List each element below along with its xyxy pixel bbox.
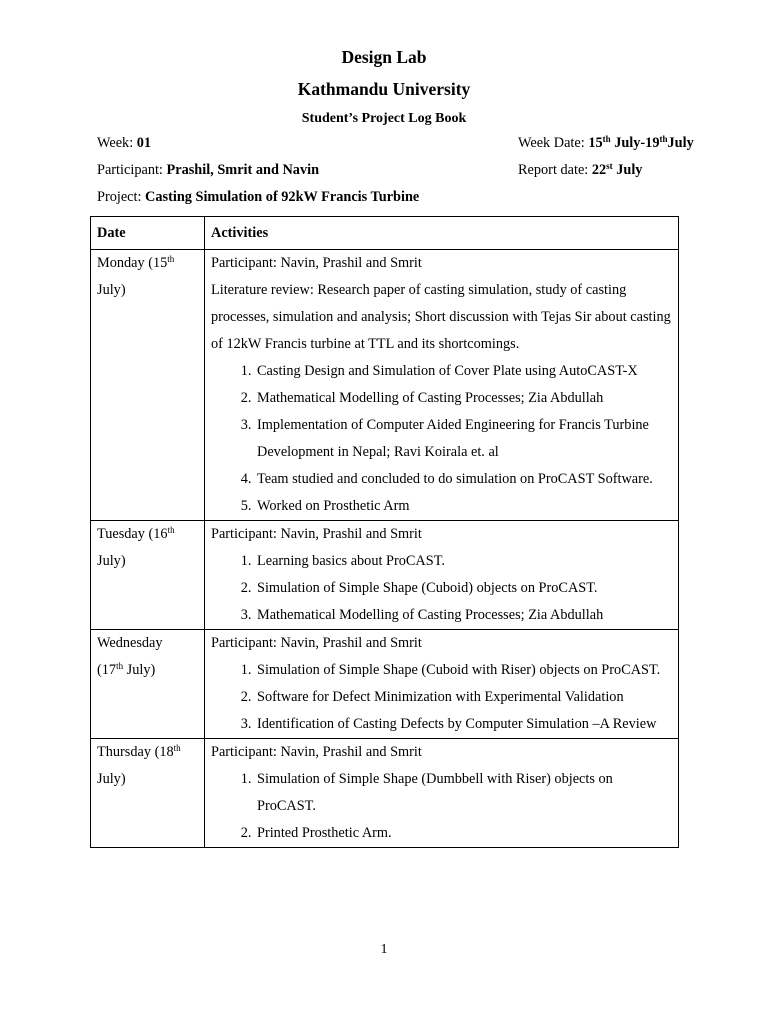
table-row (91, 739, 679, 848)
university-title: Kathmandu University (297, 79, 471, 99)
week-date-label: Week Date: (518, 135, 585, 151)
list-item: 2. Printed Prosthetic Arm. (255, 820, 672, 847)
date-cell: Thursday (18th July) (91, 739, 205, 848)
week-label: Week: (97, 135, 134, 151)
list-item: 1. Learning basics about ProCAST. (255, 548, 672, 575)
report-date-label: Report date: (518, 162, 589, 178)
report-date-line (518, 161, 642, 179)
activities-cell (205, 630, 679, 739)
list-item: 3. Mathematical Modelling of Casting Processes; Zia Abdullah (255, 602, 672, 629)
column-header-activities: Activities (205, 217, 679, 250)
table-header-row (91, 217, 679, 250)
list-item: 1. Simulation of Simple Shape (Dumbbell with Riser) objects on ProCAST. (255, 766, 672, 820)
week-line (97, 134, 151, 152)
report-date-value: 22st July (591, 161, 643, 178)
list-item: 5. Worked on Prosthetic Arm (255, 493, 672, 520)
table-row (91, 521, 679, 630)
list-item: 3. Identification of Casting Defects by Computer Simulation –A Review (255, 711, 672, 738)
date-cell: Wednesday (17th July) (91, 630, 205, 739)
week-date-line (518, 134, 694, 152)
activity-list (211, 358, 672, 520)
column-header-date: Date (91, 217, 205, 250)
project-value: Casting Simulation of 92kW Francis Turbine (145, 189, 420, 205)
list-item: 1. Simulation of Simple Shape (Cuboid with Riser) objects on ProCAST. (255, 657, 672, 684)
table-row (91, 630, 679, 739)
activity-log-table (90, 216, 679, 848)
list-item: 3. Implementation of Computer Aided Engineering for Francis Turbine Development in Nepal; Ravi Koirala et. al (255, 412, 672, 466)
activity-list (211, 548, 672, 629)
activities-cell (205, 250, 679, 521)
list-item: 1. Casting Design and Simulation of Cover Plate using AutoCAST-X (255, 358, 672, 385)
project-line (97, 188, 419, 206)
participants-text: Participant: Navin, Prashil and Smrit (211, 744, 422, 760)
participants-text: Participant: Navin, Prashil and Smrit (211, 526, 422, 542)
activities-cell (205, 521, 679, 630)
participants-text: Participant: Navin, Prashil and Smrit (211, 255, 422, 271)
date-cell: Monday (15th July) (91, 250, 205, 521)
activity-list (211, 657, 672, 738)
participants-text: Participant: Navin, Prashil and Smrit (211, 635, 422, 651)
page-number: 1 (380, 942, 388, 957)
list-item: 4. Team studied and concluded to do simulation on ProCAST Software. (255, 466, 672, 493)
table-row (91, 250, 679, 521)
activity-list (211, 766, 672, 847)
date-cell: Tuesday (16th July) (91, 521, 205, 630)
lab-title: Design Lab (341, 47, 427, 67)
participant-value: Prashil, Smrit and Navin (166, 162, 320, 178)
week-value: 01 (136, 135, 152, 151)
participant-label: Participant: (97, 162, 163, 178)
activities-cell (205, 739, 679, 848)
list-item: 2. Software for Defect Minimization with Experimental Validation (255, 684, 672, 711)
list-item: 2. Mathematical Modelling of Casting Processes; Zia Abdullah (255, 385, 672, 412)
list-item: 2. Simulation of Simple Shape (Cuboid) objects on ProCAST. (255, 575, 672, 602)
project-label: Project: (97, 189, 142, 205)
participant-line (97, 161, 319, 179)
week-date-value: 15th July-19thJuly (588, 134, 694, 151)
document-subtitle: Student’s Project Log Book (301, 111, 467, 126)
activity-intro: Literature review: Research paper of casting simulation, study of casting processes, simulation and analysis; Short discussion with Tejas Sir about casting of 12kW Francis turbine at TTL and its shortcomings. (211, 282, 671, 352)
